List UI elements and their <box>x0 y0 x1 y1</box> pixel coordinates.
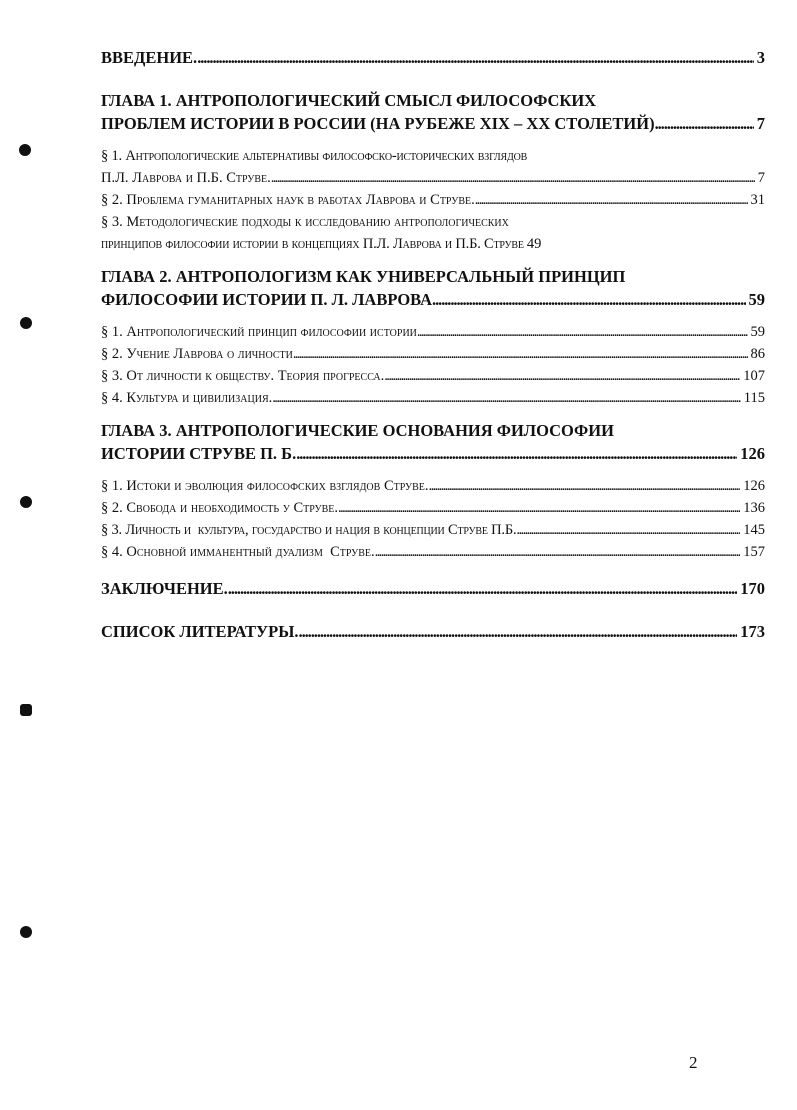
toc-section-3-1[interactable] <box>101 475 765 497</box>
punch-hole <box>20 317 32 329</box>
chapter-title-line: ФИЛОСОФИИ ИСТОРИИ П. Л. ЛАВРОВА <box>101 290 433 309</box>
chapter-title-line: ГЛАВА 3. АНТРОПОЛОГИЧЕСКИЕ ОСНОВАНИЯ ФИЛОСОФИИ <box>101 421 614 440</box>
chapter-title-line: ГЛАВА 2. АНТРОПОЛОГИЗМ КАК УНИВЕРСАЛЬНЫЙ ПРИНЦИП <box>101 267 626 286</box>
dot-leader <box>475 189 748 211</box>
toc-chapter-1[interactable] <box>101 89 765 135</box>
toc-entry-bibliography[interactable] <box>101 620 765 643</box>
chapter-title-line: ГЛАВА 1. АНТРОПОЛОГИЧЕСКИЙ СМЫСЛ ФИЛОСОФСКИХ <box>101 91 597 110</box>
toc-entry-introduction[interactable] <box>101 46 765 69</box>
toc-page-number: 7 <box>756 114 765 133</box>
section-title: § 2. Проблема гуманитарных наук в работах Лаврова и Струве. <box>101 192 475 208</box>
toc-page-number: 136 <box>743 500 765 516</box>
toc-page-number: 126 <box>740 444 765 463</box>
toc-page-number: 7 <box>757 170 765 186</box>
page-number: 2 <box>689 1053 698 1072</box>
dot-leader <box>299 620 738 643</box>
dot-leader <box>655 112 754 135</box>
section-title-line: § 1. Антропологические альтернативы философско-исторических взглядов <box>101 148 528 164</box>
toc-page-number: 86 <box>750 346 765 362</box>
section-title: § 4. Культура и цивилизация. <box>101 390 273 406</box>
toc-page-number: 157 <box>743 544 765 560</box>
dot-leader <box>293 343 748 365</box>
section-title: § 1. Антропологический принцип философии истории <box>101 324 417 340</box>
section-title: § 2. Свобода и необходимость у Струве. <box>101 500 339 516</box>
dot-leader <box>516 519 740 541</box>
section-title: § 4. Основной имманентный дуализм Струве. <box>101 544 375 560</box>
section-title: § 1. Истоки и эволюция философских взглядов Струве. <box>101 478 429 494</box>
dot-leader <box>272 387 741 409</box>
toc-section-2-1[interactable] <box>101 321 765 343</box>
toc-chapter-3[interactable] <box>101 419 765 465</box>
toc-entry-conclusion[interactable] <box>101 577 765 600</box>
dot-leader <box>271 167 755 189</box>
dot-leader <box>432 288 745 311</box>
chapter-title-line: ПРОБЛЕМ ИСТОРИИ В РОССИИ (НА РУБЕЖЕ XIX – XX СТОЛЕТИЙ) <box>101 114 655 133</box>
dot-leader <box>296 442 737 465</box>
toc-chapter-2[interactable] <box>101 265 765 311</box>
toc-section-3-3[interactable] <box>101 519 765 541</box>
section-title: § 3. От личности к обществу. Теория прогресса. <box>101 368 385 384</box>
dot-leader <box>429 475 741 497</box>
toc-section-2-3[interactable] <box>101 365 765 387</box>
toc-section-1-2[interactable] <box>101 189 765 211</box>
toc-page-number: 31 <box>750 192 765 208</box>
punch-hole <box>20 496 32 508</box>
chapter-title-line: ИСТОРИИ СТРУВЕ П. Б. <box>101 444 297 463</box>
punch-hole <box>20 926 32 938</box>
toc-page-number: 173 <box>740 622 765 641</box>
dot-leader <box>197 46 754 69</box>
toc-page-number: 145 <box>743 522 765 538</box>
section-title-line: П.Л. Лаврова и П.Б. Струве. <box>101 170 271 186</box>
dot-leader <box>417 321 748 343</box>
dot-leader <box>338 497 740 519</box>
toc-section-3-2[interactable] <box>101 497 765 519</box>
toc-section-2-4[interactable] <box>101 387 765 409</box>
punch-hole <box>19 144 31 156</box>
toc-page-number: 49 <box>526 236 542 252</box>
toc-section-1-3[interactable] <box>101 211 765 255</box>
dot-leader <box>384 365 740 387</box>
toc-section-2-2[interactable] <box>101 343 765 365</box>
table-of-contents <box>101 46 765 643</box>
toc-entry-title: ЗАКЛЮЧЕНИЕ. <box>101 579 228 598</box>
toc-page-number: 59 <box>750 324 765 340</box>
toc-page-number: 3 <box>756 48 765 67</box>
toc-page-number: 59 <box>748 290 765 309</box>
toc-page-number: 115 <box>743 390 765 406</box>
toc-section-3-4[interactable] <box>101 541 765 563</box>
toc-page-number: 107 <box>743 368 765 384</box>
dot-leader <box>228 577 738 600</box>
section-title-line: принципов философии истории в концепциях П.Л. Лаврова и П.Б. Струве <box>101 236 524 252</box>
dot-leader <box>375 541 741 563</box>
section-title-line: § 3. Методологические подходы к исследованию антропологических <box>101 214 509 230</box>
toc-entry-title: ВВЕДЕНИЕ. <box>101 48 198 67</box>
punch-hole <box>20 704 32 716</box>
toc-page-number: 170 <box>740 579 765 598</box>
toc-entry-title: СПИСОК ЛИТЕРАТУРЫ. <box>101 622 299 641</box>
toc-page-number: 126 <box>743 478 765 494</box>
toc-section-1-1[interactable] <box>101 145 765 189</box>
section-title: § 3. Личность и культура, государство и нация в концепции Струве П.Б. <box>101 522 517 538</box>
section-title: § 2. Учение Лаврова о личности <box>101 346 293 362</box>
